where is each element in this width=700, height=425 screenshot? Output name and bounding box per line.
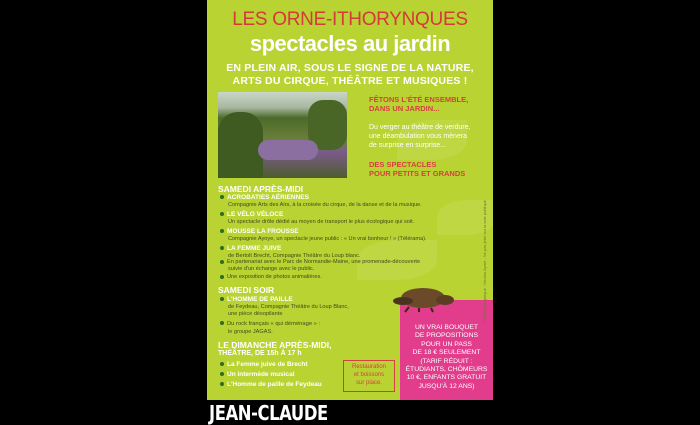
program-item: Un intermède musical bbox=[220, 371, 295, 378]
price-line: JUSQU'À 12 ANS) bbox=[418, 382, 475, 390]
catering-text: et boissons bbox=[353, 372, 385, 378]
program-item: En partenariat avec le Parc de Normandie-Maine, une promenade-découverte bbox=[220, 259, 420, 265]
intro-text-2: une déambulation vous mènera bbox=[369, 133, 468, 140]
poster-subtitle-title: spectacles au jardin bbox=[249, 31, 451, 56]
program-item: MOUSSE LA FROUSSE bbox=[220, 228, 299, 235]
section-sunday-hours: THÉÂTRE, DE 15h À 17 h bbox=[218, 350, 302, 357]
intro-red-2: DANS UN JARDIN... bbox=[369, 104, 440, 113]
program-item: LA FEMME JUIVE bbox=[220, 245, 281, 252]
catering-text: sur place. bbox=[355, 380, 382, 386]
program-item: ACROBATIES AÉRIENNES bbox=[220, 194, 309, 201]
program-desc: de Bertolt Brecht, Compagnie Théâtre du Loup blanc. bbox=[228, 253, 361, 259]
program-desc: de Feydeau, Compagnie Théâtre du Loup Blanc, bbox=[228, 304, 349, 310]
price-text bbox=[400, 324, 493, 391]
intro-text-3: de surprise en surprise... bbox=[369, 142, 447, 149]
program-item: L'Homme de paille de Feydeau bbox=[220, 381, 322, 388]
intro-red-1: FÊTONS L'ÉTÉ ENSEMBLE, bbox=[369, 95, 469, 104]
price-line: DE 18 € SEULEMENT bbox=[412, 349, 481, 357]
poster-tagline-2: ARTS DU CIRQUE, THÉÂTRE ET MUSIQUES ! bbox=[232, 75, 468, 87]
section-saturday-afternoon: SAMEDI APRÈS-MIDI bbox=[218, 184, 304, 194]
catering-box bbox=[343, 360, 395, 392]
section-saturday-evening: SAMEDI SOIR bbox=[218, 285, 275, 295]
for-all-2: POUR PETITS ET GRANDS bbox=[369, 169, 466, 178]
caption-name: JEAN-CLAUDE bbox=[209, 401, 328, 425]
catering-text: Restauration bbox=[351, 364, 387, 370]
price-line: ÉTUDIANTS, CHÔMEURS bbox=[405, 366, 488, 374]
price-line: UN VRAI BOUQUET bbox=[414, 324, 479, 331]
caption-bar bbox=[0, 400, 700, 425]
program-desc: une pièce désopilante bbox=[228, 311, 283, 317]
event-poster bbox=[207, 0, 493, 400]
program-desc: suivie d'un échange avec le public. bbox=[228, 266, 315, 272]
program-item: LE VÉLO VÉLOCE bbox=[220, 211, 283, 218]
poster-tagline-1: EN PLEIN AIR, SOUS LE SIGNE DE LA NATURE, bbox=[226, 62, 474, 74]
program-desc: Un spectacle drôle dédié au moyen de transport le plus écologique qui soit. bbox=[228, 219, 415, 225]
platypus-illustration bbox=[389, 283, 455, 313]
garden-photo bbox=[218, 92, 347, 178]
program-item: Une exposition de photos animalières. bbox=[220, 274, 322, 280]
price-box bbox=[400, 300, 493, 400]
program-item: L'HOMME DE PAILLE bbox=[220, 296, 293, 303]
program-desc: Compagnie Arts des Airs, à la croisée du cirque, de la danse et de la musique. bbox=[228, 202, 422, 208]
program-desc: le groupe JAGAS. bbox=[228, 329, 273, 335]
section-sunday: LE DIMANCHE APRÈS-MIDI, bbox=[218, 340, 332, 350]
price-line: POUR UN PASS bbox=[421, 340, 472, 348]
price-line: (TARIF RÉDUIT : bbox=[420, 357, 473, 365]
vertical-credit: Création graphique : Nicolas Aymé - Ne pas jeter sur la voie publique bbox=[482, 200, 487, 323]
price-line: DE PROPOSITIONS bbox=[414, 332, 479, 340]
price-line: 10 €, ENFANTS GRATUIT bbox=[406, 374, 487, 382]
program-item: La Femme juive de Brecht bbox=[220, 361, 308, 368]
poster-title: LES ORNE-ITHORYNQUES bbox=[232, 9, 468, 30]
program-desc: Compagnie Ayoye, un spectacle jeune public : « Un vrai bonheur ! » (Télérama). bbox=[228, 236, 427, 242]
intro-text-1: Du verger au théâtre de verdure, bbox=[369, 124, 471, 131]
program-item: Du rock français « qui déménage » : bbox=[220, 321, 320, 327]
for-all-1: DES SPECTACLES bbox=[369, 160, 437, 169]
